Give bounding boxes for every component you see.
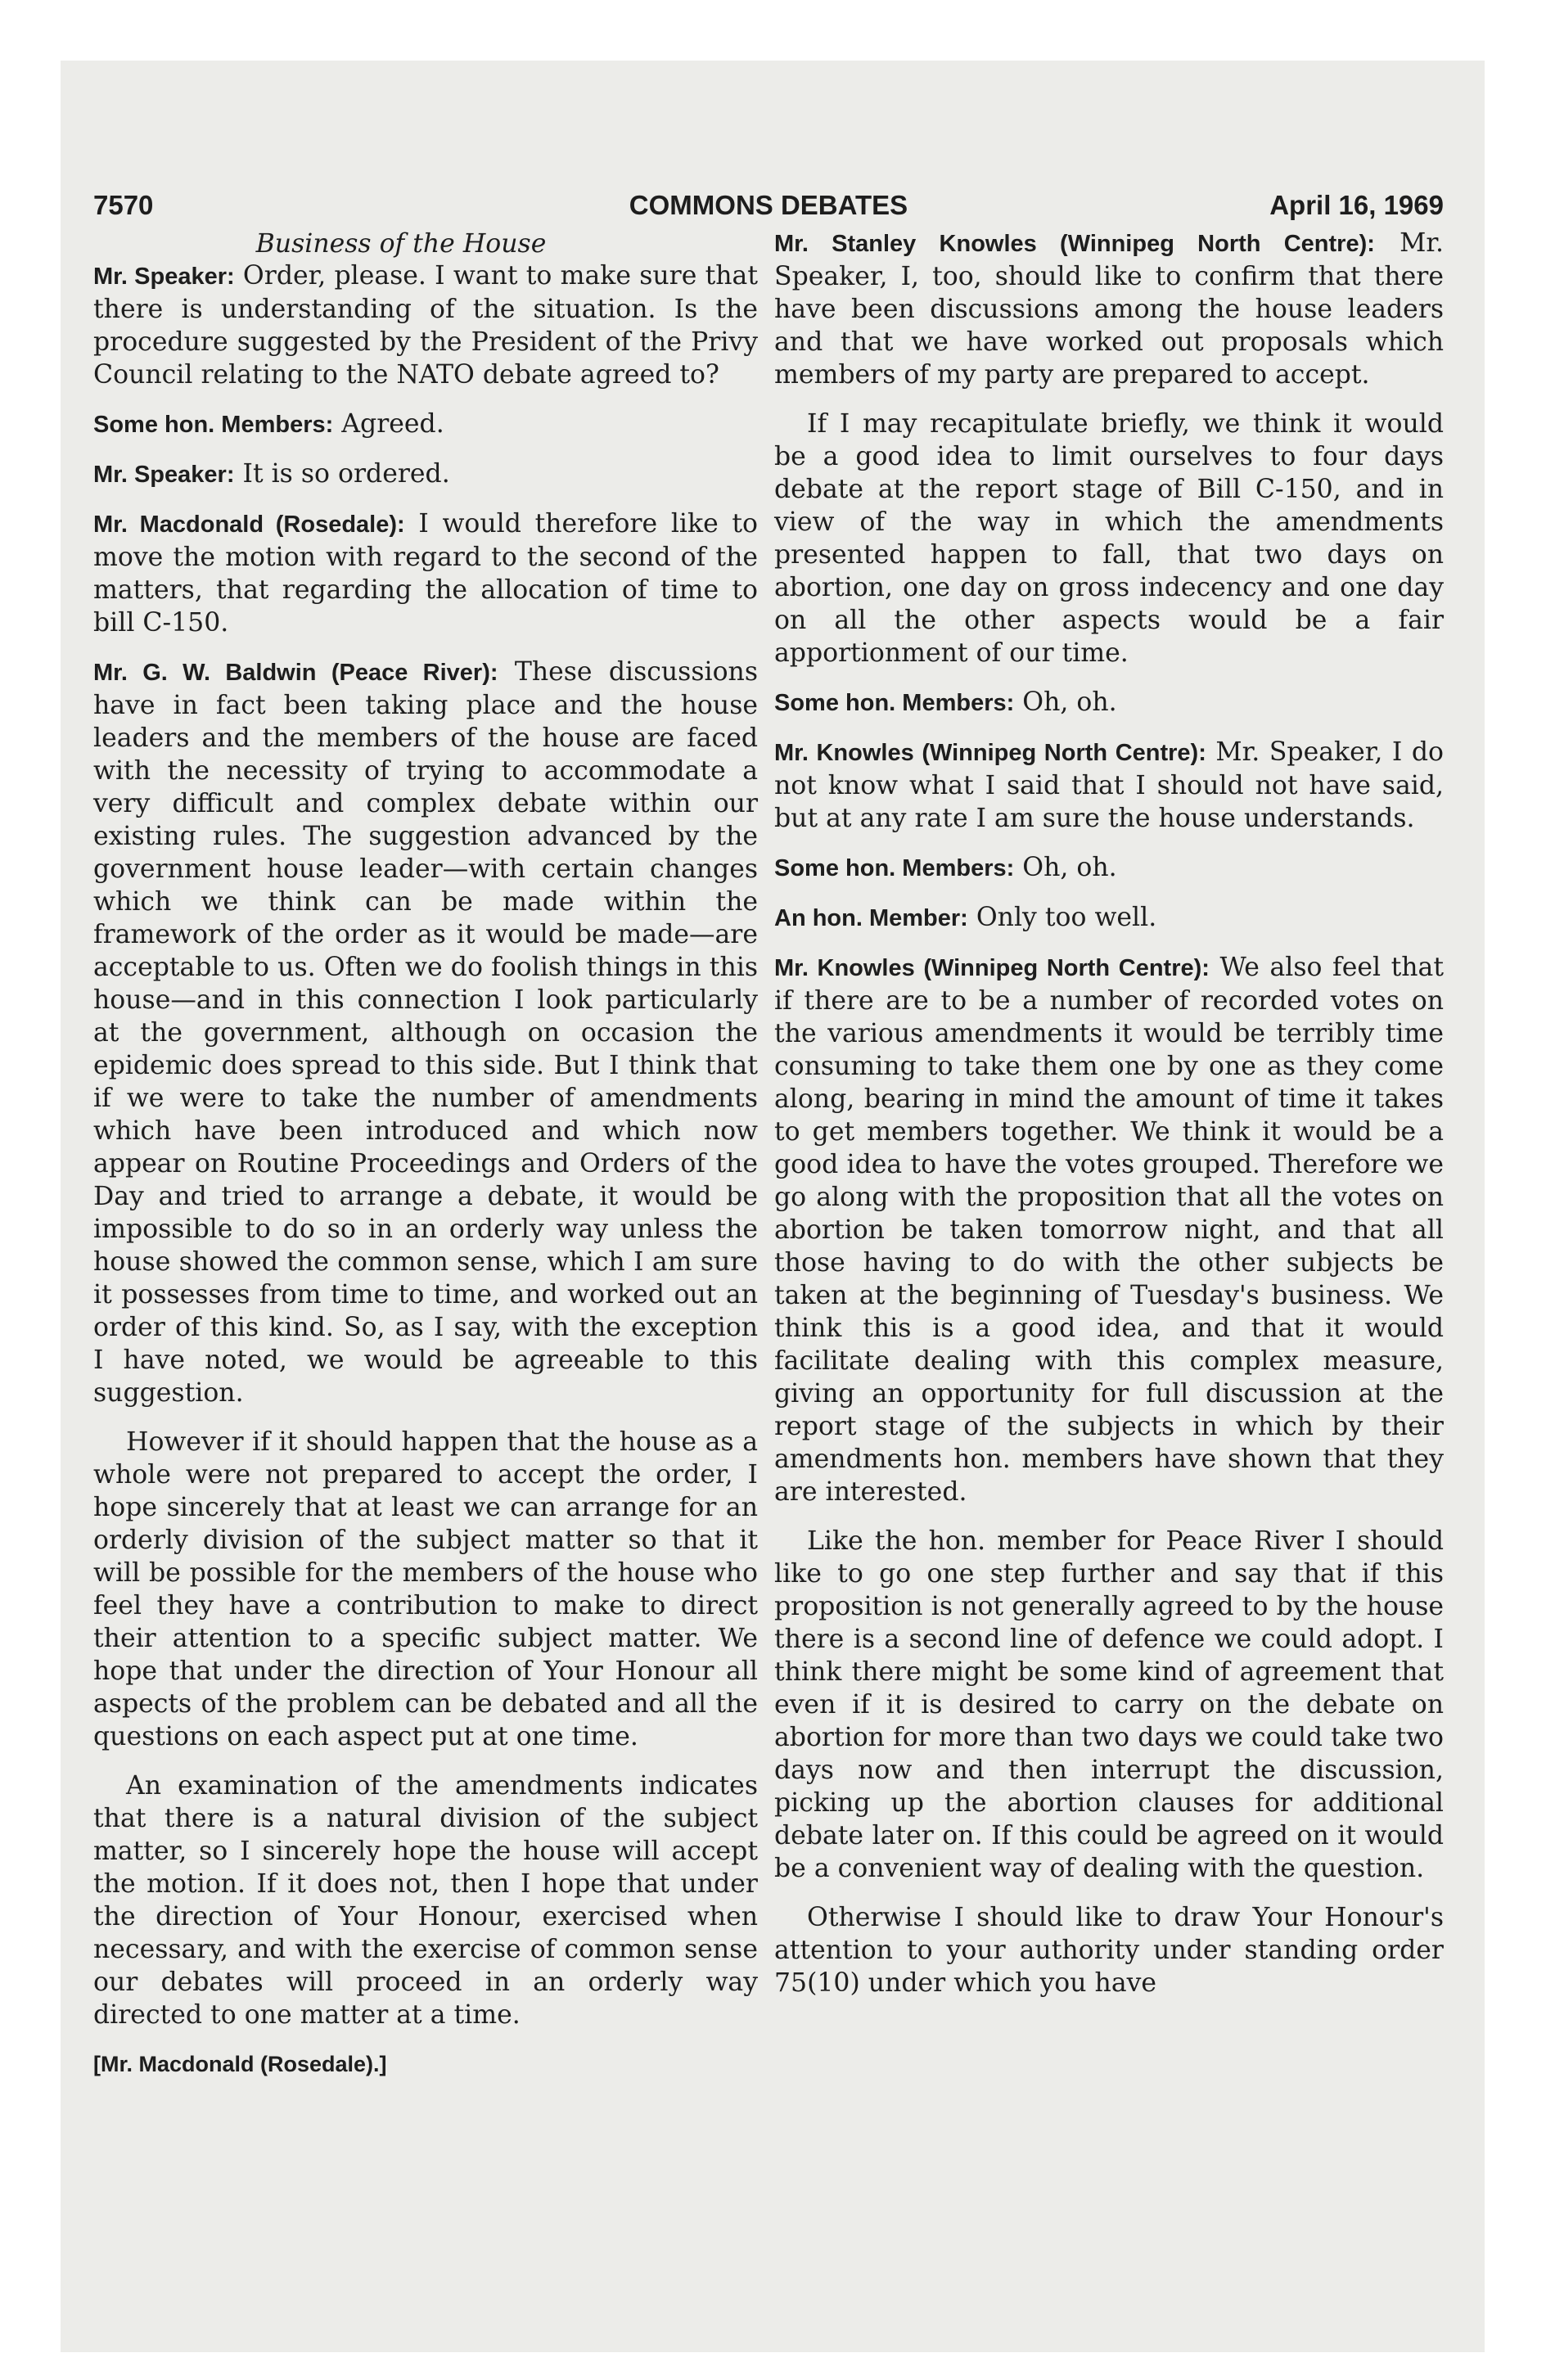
speaker-name: Mr. G. W. Baldwin (Peace River): bbox=[93, 660, 498, 686]
paragraph-text: It is so ordered. bbox=[234, 459, 450, 489]
left-column bbox=[93, 227, 758, 2080]
paragraph bbox=[774, 1901, 1444, 1999]
paragraph bbox=[93, 1426, 758, 1753]
speaker-name: Some hon. Members: bbox=[93, 412, 334, 438]
text-columns bbox=[93, 227, 1444, 2080]
speaker-footer-note: [Mr. Macdonald (Rosedale).] bbox=[93, 2052, 387, 2076]
right-column-body bbox=[774, 227, 1444, 1999]
paragraph-text: Only too well. bbox=[967, 903, 1157, 932]
speaker-name: Mr. Knowles (Winnipeg North Centre): bbox=[774, 955, 1210, 981]
paragraph bbox=[774, 686, 1444, 719]
paragraph bbox=[774, 408, 1444, 669]
paragraph bbox=[774, 227, 1444, 391]
speaker-name: Mr. Speaker: bbox=[93, 264, 235, 290]
speaker-name: Some hon. Members: bbox=[774, 855, 1015, 881]
speaker-name: Mr. Knowles (Winnipeg North Centre): bbox=[774, 740, 1206, 766]
paragraph-text: Oh, oh. bbox=[1014, 687, 1117, 717]
paragraph bbox=[93, 507, 758, 639]
paragraph bbox=[93, 656, 758, 1409]
page-header bbox=[93, 184, 1444, 227]
paragraph bbox=[93, 408, 758, 441]
paragraph-text: Like the hon. member for Peace River I should like to go one step further and say that if this proposition is not generally agreed to by the house there is a second line of defence we could adopt. I think there might be some kind of agreement that even if it is desired to carry on the debate on abortion for more than two days we could take two days now and then interrupt the discussion, picking up the abortion clauses for additional debate later on. If this could be agreed on it would be a convenient way of dealing with the question. bbox=[774, 1526, 1444, 1883]
paragraph-text: An examination of the amendments indicates that there is a natural division of the subject matter, so I sincerely hope the house will accept the motion. If it does not, then I hope that under the direction of Your Honour, exercised when necessary, and with the exercise of common sense our debates will proceed in an orderly way directed to one matter at a time. bbox=[93, 1771, 758, 2030]
paragraph bbox=[774, 736, 1444, 835]
paragraph-text: Otherwise I should like to draw Your Honour's attention to your authority under standing order 75(10) under which you have bbox=[774, 1903, 1444, 1998]
paragraph bbox=[93, 458, 758, 491]
page-date: April 16, 1969 bbox=[1269, 190, 1444, 220]
speaker-name: An hon. Member: bbox=[774, 905, 968, 931]
paragraph bbox=[774, 1525, 1444, 1885]
page-number: 7570 bbox=[93, 190, 154, 220]
paragraph-text: I would therefore like to move the motion with regard to the second of the matters, that regarding the allocation of time to bill C-150. bbox=[93, 509, 758, 638]
speaker-name: Mr. Speaker: bbox=[93, 462, 235, 488]
publication-title: COMMONS DEBATES bbox=[629, 190, 908, 220]
paragraph bbox=[774, 851, 1444, 885]
paragraph-text: Order, please. I want to make sure that there is understanding of the situation. Is the procedure suggested by the President of the Privy Council relating to the NATO debate agreed to? bbox=[93, 261, 758, 390]
paragraph-text: Oh, oh. bbox=[1014, 853, 1117, 882]
paragraph-text: Mr. Speaker, I do not know what I said that I should not have said, but at any rate I am sure the house understands. bbox=[774, 737, 1444, 833]
section-heading: Business of the House bbox=[255, 229, 547, 259]
right-column bbox=[774, 227, 1444, 2080]
paragraph-text: However if it should happen that the house as a whole were not prepared to accept the order, I hope sincerely that at least we can arrange for an orderly division of the subject matter so that it will be possible for the members of the house who feel they have a contribution to make to direct their attention to a specific subject matter. We hope that under the direction of Your Honour all aspects of the problem can be debated and all the questions on each aspect put at one time. bbox=[93, 1427, 758, 1751]
paragraph-text: We also feel that if there are to be a number of recorded votes on the various amendments it would be terribly time consuming to take them one by one as they come along, bearing in mind the amount of time it takes to get members together. We think it would be a good idea to have the votes grouped. Therefore we go along with the proposition that all the votes on abortion be taken tomorrow night, and that all those having to do with the other subjects be taken at the beginning of Tuesday's business. We think this is a good idea, and that it would facilitate dealing with this complex measure, giving an opportunity for full discussion at the report stage of the subjects in which by their amendments hon. members have shown that they are interested. bbox=[774, 953, 1444, 1507]
speaker-name: Some hon. Members: bbox=[774, 690, 1015, 716]
left-column-body bbox=[93, 259, 758, 2031]
paragraph-text: Mr. Speaker, I, too, should like to confirm that there have been discussions among the house leaders and that we have worked out proposals which members of my party are prepared to accept. bbox=[774, 228, 1444, 390]
paragraph-text: These discussions have in fact been taking place and the house leaders and the members of the house are faced with the necessity of trying to accommodate a very difficult and complex debate within our existing rules. The suggestion advanced by the government house leader—with certain changes which we think can be made within the framework of the order as it would be made—are acceptable to us. Often we do foolish things in this house—and in this connection I look particularly at the government, although on occasion the epidemic does spread to this side. But I think that if we were to take the number of amendments which have been introduced and which now appear on Routine Proceedings and Orders of the Day and tried to arrange a debate, it would be impossible to do so in an orderly way unless the house showed the common sense, which I am sure it possesses from time to time, and worked out an order of this kind. So, as I say, with the exception I have noted, we would be agreeable to this suggestion. bbox=[93, 657, 758, 1408]
paragraph bbox=[774, 951, 1444, 1508]
paragraph bbox=[774, 901, 1444, 935]
speaker-name: Mr. Macdonald (Rosedale): bbox=[93, 512, 405, 538]
paragraph bbox=[93, 1769, 758, 2031]
document-page bbox=[93, 184, 1444, 2080]
paragraph-text: If I may recapitulate briefly, we think it would be a good idea to limit ourselves to four days debate at the report stage of Bill C-150, and in view of the way in which the amendments presented happen to fall, that two days on abortion, one day on gross indecency and one day on all the other aspects would be a fair apportionment of our time. bbox=[774, 409, 1444, 668]
paragraph-text: Agreed. bbox=[333, 409, 444, 439]
paragraph bbox=[93, 259, 758, 391]
speaker-name: Mr. Stanley Knowles (Winnipeg North Centre): bbox=[774, 231, 1375, 257]
